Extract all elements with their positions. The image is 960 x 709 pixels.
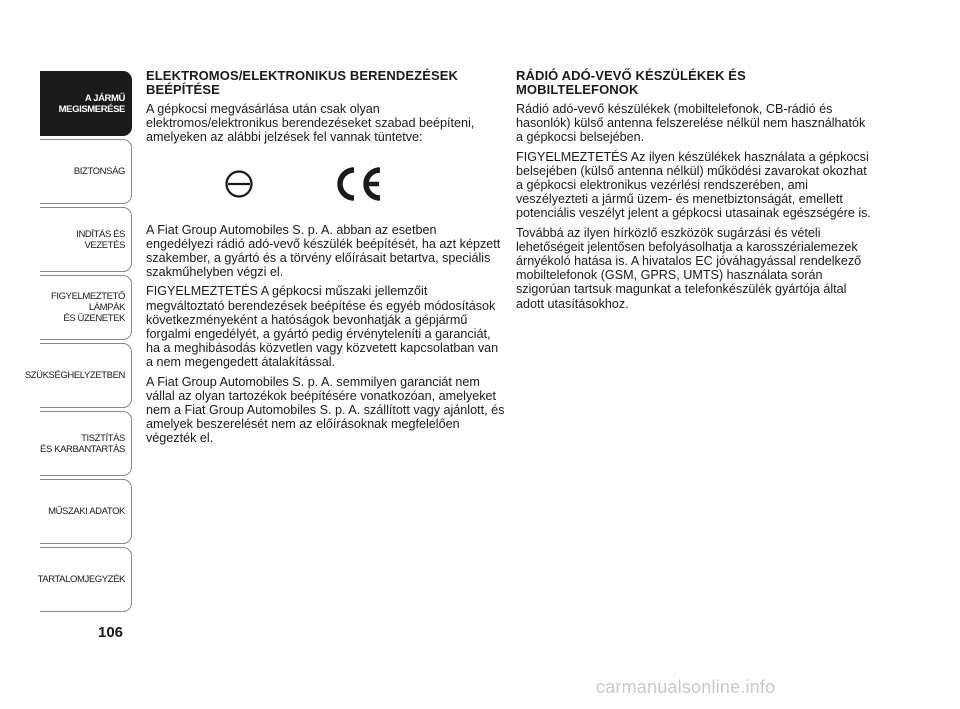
ce-mark-icon [332,165,384,203]
tab-emergency[interactable]: SZÜKSÉGHELYZETBEN [40,343,132,408]
tab-maintenance[interactable]: TISZTÍTÁS ÉS KARBANTARTÁS [40,411,132,476]
section-title-electrical: ELEKTROMOS/ELEKTRONIKUS BERENDEZÉSEK BEÉPÍTÉSE [146,68,459,97]
warning-paragraph: FIGYELMEZTETÉS Az ilyen készülékek használata a gépkocsi belsejében (külső antenna nélkül) működési zavarokat okozhat a gépkocsi elektronikus vezérlési rendszerében, ami veszélyezteti a jármű üzem- és menetbiztonságát, emellett potenciális veszélyt jelent a gépkocsi utasainak egészségére is. [516,149,871,221]
section-title-radio: RÁDIÓ ADÓ-VEVŐ KÉSZÜLÉKEK ÉS MOBILTELEFONOK [516,68,746,97]
right-column [516,69,872,316]
tab-safety[interactable]: BIZTONSÁG [40,139,132,204]
paragraph: A gépkocsi megvásárlása után csak olyan elektromos/elektronikus berendezéseket szabad beépíteni, amelyeken az alábbi jelzések fel vannak tüntetve: [146,102,475,145]
warning-paragraph: FIGYELMEZTETÉS A gépkocsi műszaki jellemzőit megváltoztató berendezések beépítése és egyéb módosítások következményeként a hatóságok bevonhatják a gépjármű forgalmi engedélyét, a gyártó pedig érvényteleníti a garanciát, ha a meghibásodás közvetlen vagy közvetett kapcsolatban van a nem megengedett átalakítással. [146,284,499,370]
paragraph: Rádió adó-vevő készülékek (mobiltelefonok, CB-rádió és hasonlók) külső antenna felszerelése nélkül nem használhatók a gépkocsi belsejében. [516,102,866,145]
page-number: 106 [98,624,124,641]
watermark: carmanualsonline.info [596,677,776,697]
e-mark-icon [224,169,254,199]
tab-contents[interactable]: TARTALOMJEGYZÉK [40,547,132,612]
tab-warning-lights[interactable]: FIGYELMEZTETŐ LÁMPÁK ÉS ÜZENETEK [40,275,132,340]
paragraph: Továbbá az ilyen hírközlő eszközök sugárzási és vételi lehetőségeit jelentősen befolyásolhatja a karosszérialemezek árnyékoló hatása is. A hivatalos EC jóváhagyással rendelkező mobiltelefonok (GSM, GPRS, UMTS) használata során szigorúan tartsuk magunkat a telefonkészülék gyártója által adott utasításokhoz. [516,225,862,311]
paragraph: A Fiat Group Automobiles S. p. A. semmilyen garanciát nem vállal az olyan tartozékok beépítésére vonatkozóan, amelyeket nem a Fiat Group Automobiles S. p. A. szállított vagy ajánlott, és amelyek beszerelését nem az előírásoknak megfelelően végezték el. [146,374,505,446]
tab-vehicle-overview[interactable]: A JÁRMŰ MEGISMERÉSE [40,71,132,136]
approval-marks [146,155,506,215]
left-column [146,69,506,451]
paragraph: A Fiat Group Automobiles S. p. A. abban az esetben engedélyezi rádió adó-vevő készülék beépítését, ha azt képzett szakember, a gyártó és a törvény előírásait betartva, speciális szakműhelyben végzi el. [146,222,501,280]
tab-starting-driving[interactable]: INDÍTÁS ÉS VEZETÉS [40,207,132,272]
tab-technical-data[interactable]: MŰSZAKI ADATOK [40,479,132,544]
